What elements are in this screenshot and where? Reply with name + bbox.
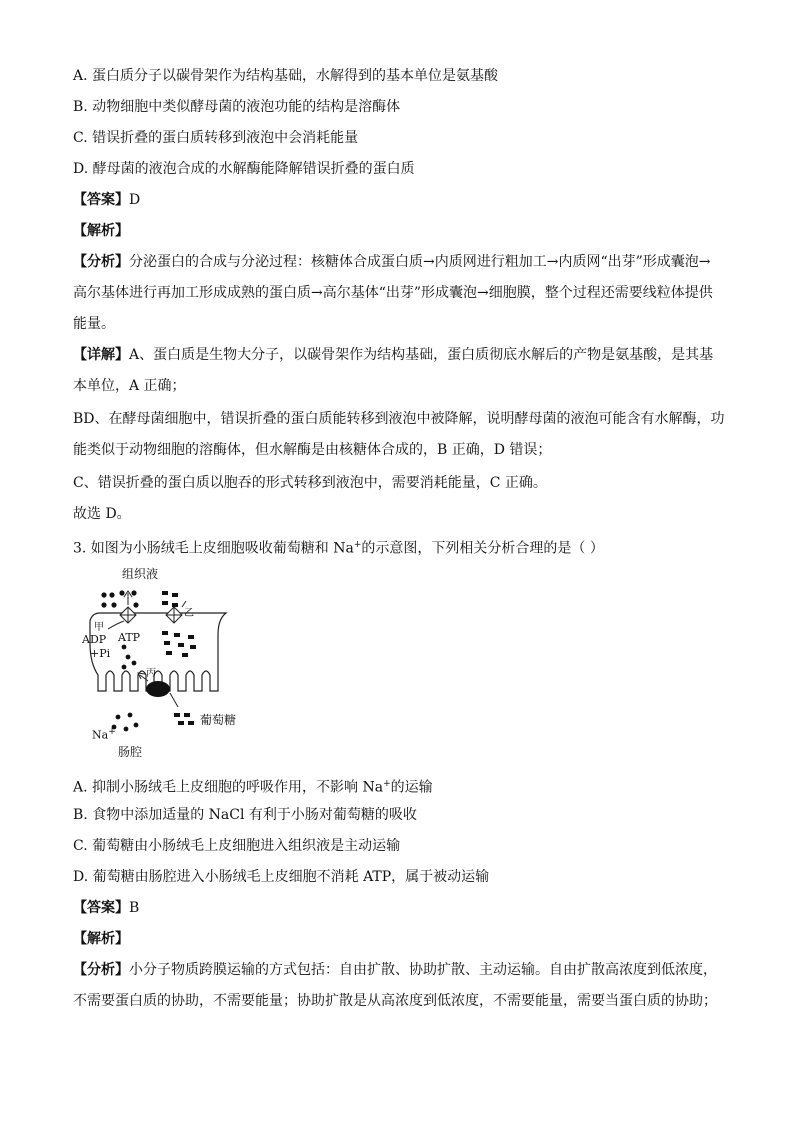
q3-explain [73,930,129,948]
analysis-tag: 【分析】 [73,962,129,978]
q3-analysis-line-2: 不需要蛋白质的协助，不需要能量；协助扩散是从高浓度到低浓度，不需要能量，需要当蛋白质的协助； [73,993,717,1009]
cell-transport-diagram [78,563,258,763]
q2-option-c: C. 错误折叠的蛋白质转移到液泡中会消耗能量 [73,130,359,146]
explain-tag: 【解析】 [73,223,129,239]
tissue-fluid-label: 组织液 [122,567,159,581]
analysis-tag: 【分析】 [73,254,129,270]
q2-analysis-line-1 [73,253,711,271]
q3-stem-part-2: 的示意图，下列相关分析合理的是（ ） [361,540,604,557]
q3-stem [73,536,604,558]
q3-option-c: C. 葡萄糖由小肠绒毛上皮细胞进入组织液是主动运输 [73,838,401,854]
q3-stem-part-1: 3. 如图为小肠绒毛上皮细胞吸收葡萄糖和 Na [73,540,354,557]
explain-tag: 【解析】 [73,931,129,947]
answer-tag: 【答案】 [73,192,129,208]
q2-detail-line-4: 能类似于动物细胞的溶酶体，但水解酶是由核糖体合成的，B 正确，D 错误； [73,442,552,458]
q2-detail-line-2: 本单位，A 正确； [73,378,186,394]
atp-label: ATP [118,631,141,644]
q2-option-b: B. 动物细胞中类似酵母菌的液泡功能的结构是溶酶体 [73,99,401,115]
na-text: Na [92,728,109,742]
q3-analysis-line-1 [73,961,717,979]
q2-explain [73,222,129,240]
q2-analysis-line-2: 高尔基体进行再加工形成成熟的蛋白质→高尔基体“出芽”形成囊泡→细胞膜，整个过程还需要线粒体提供 [73,285,713,301]
answer-value: D [129,192,141,208]
q3-option-d: D. 葡萄糖由肠腔进入小肠绒毛上皮细胞不消耗 ATP，属于被动运输 [73,869,490,885]
q2-detail-line-3: BD、在酵母菌细胞中，错误折叠的蛋白质能转移到液泡中被降解，说明酵母菌的液泡可能含有水解酶，功 [73,411,725,427]
q3-option-a-part-2: 的运输 [390,779,433,796]
answer-value: B [129,900,140,916]
q2-analysis-line-3: 能量。 [73,316,115,332]
q2-option-a: A. 蛋白质分子以碳骨架作为结构基础，水解得到的基本单位是氨基酸 [73,68,499,84]
q3-option-a-part-1: A. 抑制小肠绒毛上皮细胞的呼吸作用，不影响 Na [73,779,384,796]
q3-option-a-sup: + [383,779,391,789]
detail-tag: 【详解】 [73,347,129,363]
q3-answer [73,899,139,917]
yi-label: 乙 [184,608,194,619]
na-sup: + [108,727,116,737]
adp-label: ADP [82,633,107,646]
q2-answer [73,191,140,209]
analysis-text: 小分子物质跨膜运输的方式包括：自由扩散、协助扩散、主动运输。自由扩散高浓度到低浓度， [129,962,717,978]
q2-detail-line-1 [73,346,713,364]
detail-text: A、蛋白质是生物大分子，以碳骨架作为结构基础，蛋白质彻底水解后的产物是氨基酸，是其基 [129,347,714,363]
glucose-label: 葡萄糖 [200,713,237,727]
jia-label: 甲 [94,622,104,633]
q2-detail-line-6: 故选 D。 [73,506,131,522]
analysis-text: 分泌蛋白的合成与分泌过程：核糖体合成蛋白质→内质网进行粗加工→内质网“出芽”形成囊泡→ [129,254,711,270]
q3-option-b: B. 食物中添加适量的 NaCl 有利于小肠对葡萄糖的吸收 [73,807,417,823]
q2-detail-line-5: C、错误折叠的蛋白质以胞吞的形式转移到液泡中，需要消耗能量，C 正确。 [73,475,547,491]
bing-label: 丙 [146,668,156,679]
q2-option-d: D. 酵母菌的液泡合成的水解酶能降解错误折叠的蛋白质 [73,161,415,177]
q3-option-a [73,775,433,797]
na-label [92,725,116,743]
lumen-label: 肠腔 [118,745,143,759]
pi-label: +Pi [90,647,111,660]
q3-stem-sup: + [353,540,362,550]
answer-tag: 【答案】 [73,900,129,916]
